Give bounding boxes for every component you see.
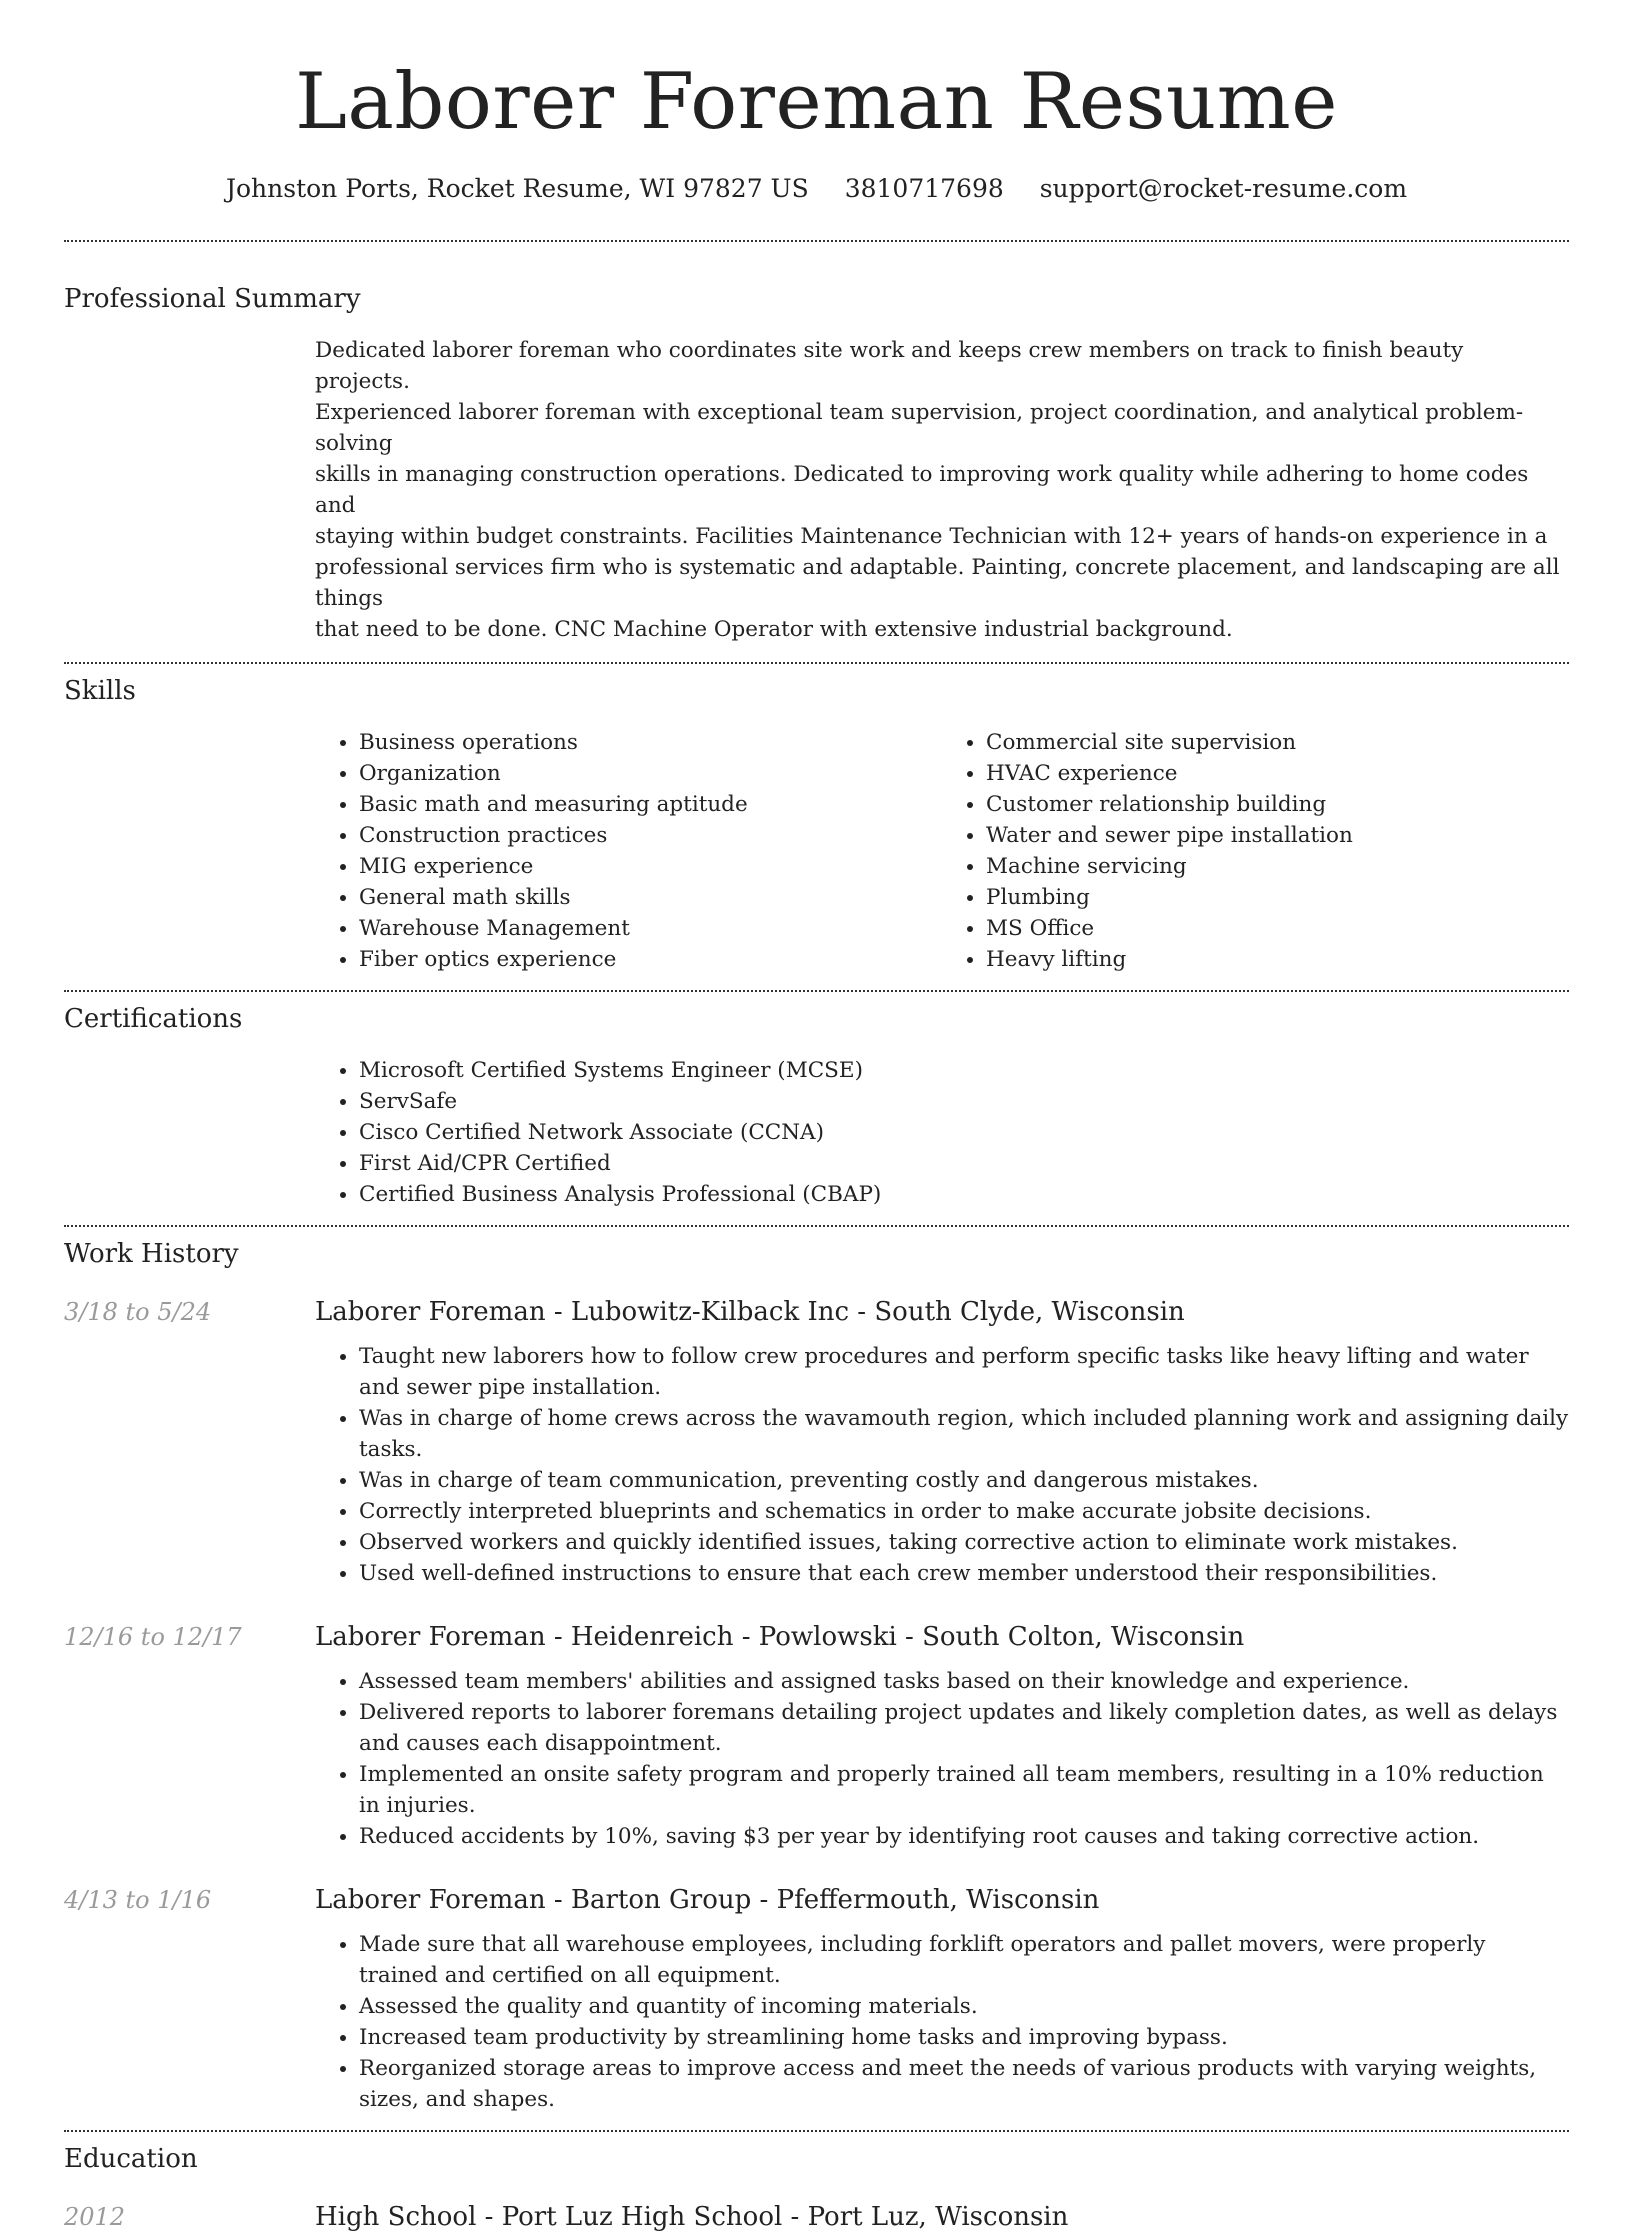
- job-bullet: • Made sure that all warehouse employees, including forklift operators and pallet movers, were properly trained and certified on all equipment.: [359, 1929, 1569, 1991]
- education-year: 2012: [64, 2203, 126, 2231]
- skills-columns: [315, 727, 1569, 975]
- certifications-heading: Certifications: [64, 1004, 243, 1034]
- job-entry: [64, 1620, 1569, 1852]
- job-dates: 3/18 to 5/24: [64, 1298, 212, 1326]
- certifications-list: [315, 1055, 1569, 1210]
- job-bullets: [315, 1929, 1569, 2115]
- summary-text: [315, 335, 1565, 645]
- summary-line: that need to be done. CNC Machine Operator with extensive industrial background.: [315, 617, 1233, 642]
- job-bullet: • Correctly interpreted blueprints and schematics in order to make accurate jobsite decisions.: [359, 1496, 1569, 1527]
- skill-item: • Plumbing: [986, 882, 1569, 913]
- job-bullet: • Was in charge of home crews across the wavamouth region, which included planning work and assigning daily tasks.: [359, 1403, 1569, 1465]
- job-details: [315, 1620, 1569, 1852]
- skills-heading: Skills: [64, 676, 136, 706]
- job-bullets: [315, 1341, 1569, 1589]
- certification-item: • First Aid/CPR Certified: [359, 1148, 1569, 1179]
- job-entry: [64, 1295, 1569, 1589]
- job-bullet: • Increased team productivity by streamlining home tasks and improving bypass.: [359, 2022, 1569, 2053]
- skill-item: • HVAC experience: [986, 758, 1569, 789]
- skill-item: • Warehouse Management: [359, 913, 942, 944]
- skill-item: • Construction practices: [359, 820, 942, 851]
- job-bullet: • Implemented an onsite safety program and properly trained all team members, resulting in a 10% reduction in injuries.: [359, 1759, 1569, 1821]
- education-details: [315, 2200, 1569, 2234]
- resume-page: [64, 0, 1569, 2234]
- summary-line: skills in managing construction operations. Dedicated to improving work quality while adhering to home codes and: [315, 462, 1529, 518]
- summary-line: staying within budget constraints. Facilities Maintenance Technician with 12+ years of hands-on experience in a: [315, 524, 1548, 549]
- job-bullet: • Assessed the quality and quantity of incoming materials.: [359, 1991, 1569, 2022]
- skill-item: • Commercial site supervision: [986, 727, 1569, 758]
- certification-item: • Certified Business Analysis Professional (CBAP): [359, 1179, 1569, 1210]
- skill-item: • Water and sewer pipe installation: [986, 820, 1569, 851]
- job-bullet: • Was in charge of team communication, preventing costly and dangerous mistakes.: [359, 1465, 1569, 1496]
- skill-item: • Customer relationship building: [986, 789, 1569, 820]
- job-bullet: • Assessed team members' abilities and assigned tasks based on their knowledge and experience.: [359, 1666, 1569, 1697]
- job-title: Laborer Foreman - Lubowitz-Kilback Inc - South Clyde, Wisconsin: [315, 1297, 1185, 1327]
- job-bullet: • Reduced accidents by 10%, saving $3 per year by identifying root causes and taking corrective action.: [359, 1821, 1569, 1852]
- summary-heading: Professional Summary: [64, 284, 361, 314]
- work-history-section: [64, 1227, 1569, 2115]
- skill-item: • MS Office: [986, 913, 1569, 944]
- skills-list-left: [315, 727, 942, 975]
- job-bullets: [315, 1666, 1569, 1852]
- certifications-section: [64, 992, 1569, 1210]
- skill-item: • Basic math and measuring aptitude: [359, 789, 942, 820]
- skill-item: • Heavy lifting: [986, 944, 1569, 975]
- skill-item: • Organization: [359, 758, 942, 789]
- job-bullet: • Delivered reports to laborer foremans detailing project updates and likely completion dates, as well as delays and causes each disappointment.: [359, 1697, 1569, 1759]
- contact-email: support@rocket-resume.com: [1039, 174, 1408, 203]
- certification-item: • Microsoft Certified Systems Engineer (MCSE): [359, 1055, 1569, 1086]
- summary-line: professional services firm who is systematic and adaptable. Painting, concrete placement, and landscaping are all things: [315, 555, 1560, 611]
- job-details: [315, 1295, 1569, 1589]
- job-entry: [64, 1883, 1569, 2115]
- contact-line: [64, 172, 1569, 206]
- job-title: Laborer Foreman - Heidenreich - Powlowski - South Colton, Wisconsin: [315, 1622, 1245, 1652]
- job-bullet: • Used well-defined instructions to ensure that each crew member understood their responsibilities.: [359, 1558, 1569, 1589]
- skills-list-right: [942, 727, 1569, 975]
- contact-address: Johnston Ports, Rocket Resume, WI 97827 US: [225, 174, 809, 203]
- skill-item: • Business operations: [359, 727, 942, 758]
- education-heading: Education: [64, 2144, 198, 2174]
- summary-line: Dedicated laborer foreman who coordinates site work and keeps crew members on track to finish beauty projects.: [315, 338, 1464, 394]
- education-section: [64, 2132, 1569, 2234]
- job-dates: 12/16 to 12/17: [64, 1623, 242, 1651]
- skill-item: • MIG experience: [359, 851, 942, 882]
- skill-item: • Machine servicing: [986, 851, 1569, 882]
- certification-item: • Cisco Certified Network Associate (CCNA): [359, 1117, 1569, 1148]
- resume-title: Laborer Foreman Resume: [295, 57, 1338, 147]
- job-bullet: • Observed workers and quickly identified issues, taking corrective action to eliminate work mistakes.: [359, 1527, 1569, 1558]
- work-history-heading: Work History: [64, 1239, 239, 1269]
- skills-section: [64, 664, 1569, 975]
- summary-line: Experienced laborer foreman with exceptional team supervision, project coordination, and analytical problem-solving: [315, 400, 1524, 456]
- job-title: Laborer Foreman - Barton Group - Pfeffermouth, Wisconsin: [315, 1885, 1100, 1915]
- education-title: High School - Port Luz High School - Port Luz, Wisconsin: [315, 2202, 1069, 2232]
- job-bullet: • Reorganized storage areas to improve access and meet the needs of various products with varying weights, sizes, and shapes.: [359, 2053, 1569, 2115]
- skill-item: • Fiber optics experience: [359, 944, 942, 975]
- job-details: [315, 1883, 1569, 2115]
- job-dates: 4/13 to 1/16: [64, 1886, 212, 1914]
- education-entry: [64, 2200, 1569, 2234]
- certification-item: • ServSafe: [359, 1086, 1569, 1117]
- contact-phone: 3810717698: [844, 174, 1004, 203]
- job-bullet: • Taught new laborers how to follow crew procedures and perform specific tasks like heavy lifting and water and sewer pipe installation.: [359, 1341, 1569, 1403]
- skill-item: • General math skills: [359, 882, 942, 913]
- summary-section: [64, 242, 1569, 645]
